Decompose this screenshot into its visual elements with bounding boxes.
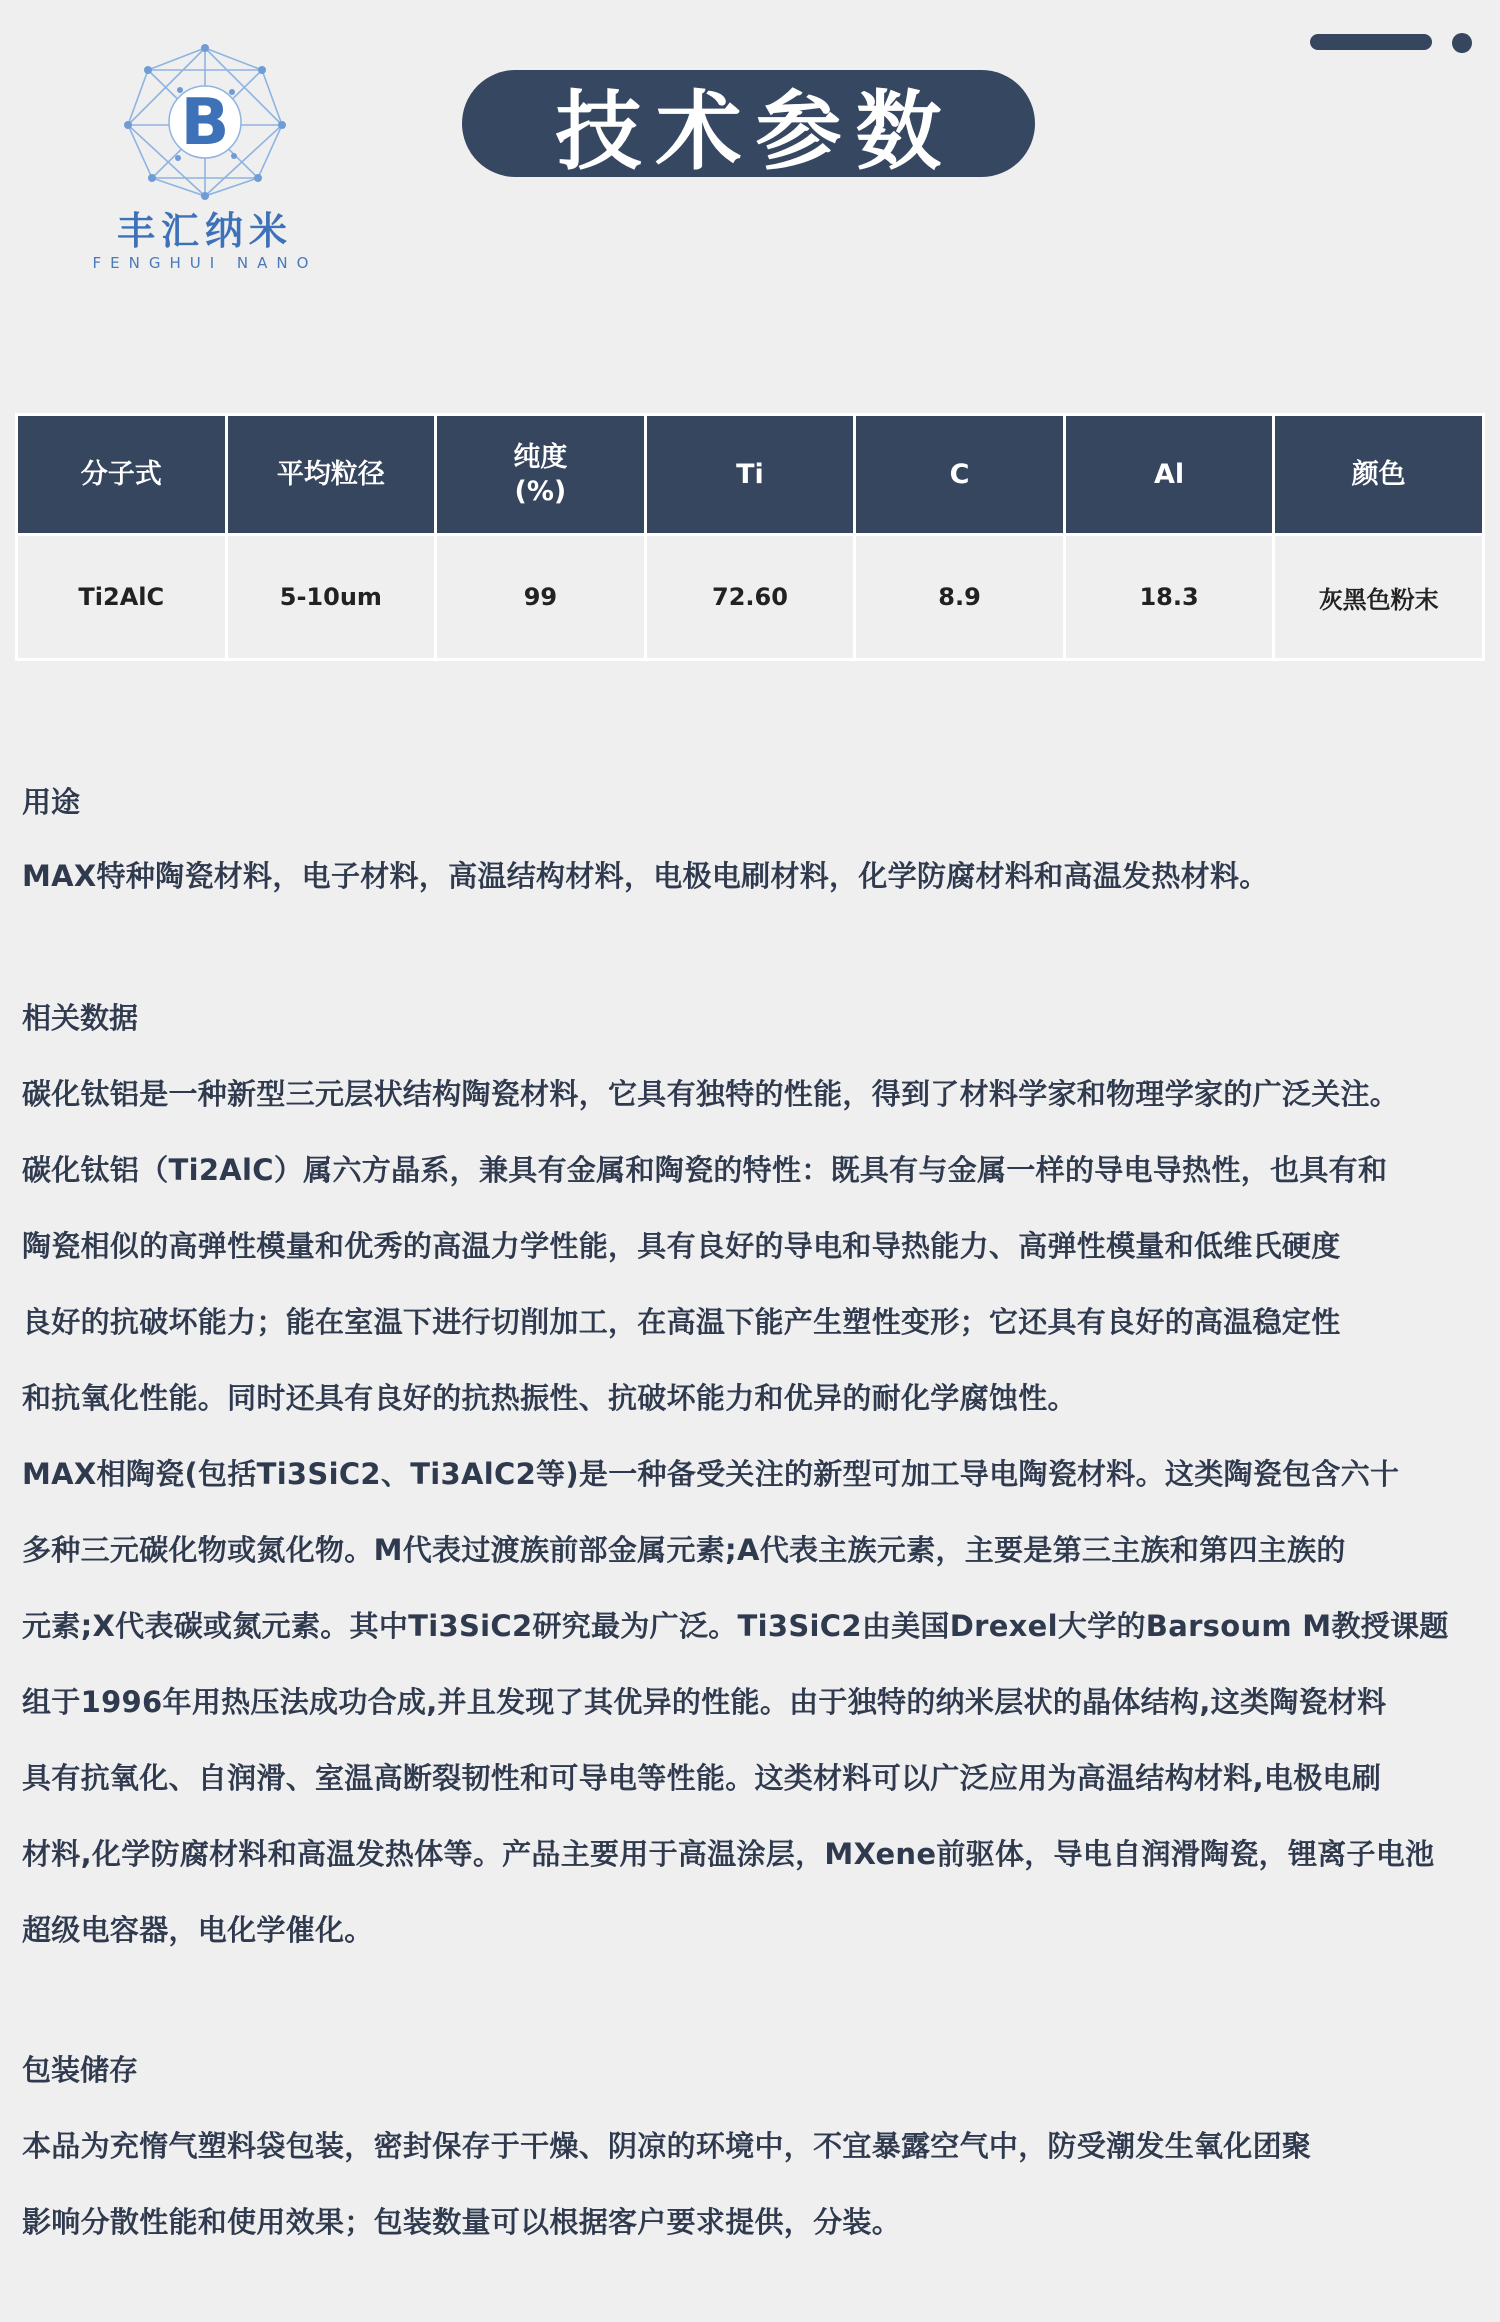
brand-subtitle: FENGHUI NANO [92, 254, 318, 272]
table-header-row [18, 416, 1482, 533]
spec-table [15, 413, 1485, 661]
decorative-bar [1310, 34, 1432, 50]
section-heading-usage: 用途 [22, 785, 81, 819]
related-data-line: 材料,化学防腐材料和高温发热体等。产品主要用于高温涂层，MXene前驱体，导电自润滑陶瓷，锂离子电池 [22, 1837, 1435, 1871]
related-data-line: 多种三元碳化物或氮化物。M代表过渡族前部金属元素;A代表主族元素，主要是第三主族和第四主族的 [22, 1533, 1346, 1567]
brand-name: 丰汇纳米 [116, 209, 293, 253]
page-title: 技术参数 [555, 81, 956, 182]
header-formula: 分子式 [18, 416, 225, 533]
related-data-line: 碳化钛铝是一种新型三元层状结构陶瓷材料，它具有独特的性能，得到了材料学家和物理学家的广泛关注。 [22, 1077, 1400, 1111]
header-purity: 纯度 (%) [437, 416, 644, 533]
cell-ti: 72.60 [647, 536, 854, 658]
logo-letter: B [180, 86, 230, 160]
related-data-line: 超级电容器，电化学催化。 [22, 1913, 374, 1947]
related-data-line: 良好的抗破坏能力；能在室温下进行切削加工，在高温下能产生塑性变形；它还具有良好的高温稳定性 [22, 1305, 1341, 1339]
header-color: 颜色 [1275, 416, 1482, 533]
brand-logo [90, 40, 320, 280]
page-title-banner [462, 70, 1035, 182]
cell-c: 8.9 [856, 536, 1063, 658]
related-data-line: 碳化钛铝（Ti2AlC）属六方晶系，兼具有金属和陶瓷的特性：既具有与金属一样的导电导热性，也具有和 [22, 1153, 1388, 1187]
cell-al: 18.3 [1066, 536, 1273, 658]
section-heading-related-data: 相关数据 [22, 1001, 139, 1035]
related-data-line: 组于1996年用热压法成功合成,并且发现了其优异的性能。由于独特的纳米层状的晶体结构,这类陶瓷材料 [22, 1685, 1387, 1719]
header-particle-size: 平均粒径 [228, 416, 435, 533]
cell-purity: 99 [437, 536, 644, 658]
section-heading-packaging: 包装储存 [22, 2053, 139, 2087]
packaging-line: 本品为充惰气塑料袋包装，密封保存于干燥、阴凉的环境中，不宜暴露空气中，防受潮发生氧化团聚 [22, 2129, 1312, 2163]
related-data-line: 元素;X代表碳或氮元素。其中Ti3SiC2研究最为广泛。Ti3SiC2由美国Drexel大学的Barsoum M教授课题 [22, 1609, 1449, 1643]
header-ti: Ti [647, 416, 854, 533]
related-data-line: MAX相陶瓷(包括Ti3SiC2、Ti3AlC2等)是一种备受关注的新型可加工导电陶瓷材料。这类陶瓷包含六十 [22, 1457, 1400, 1491]
network-coin-icon [120, 40, 290, 200]
cell-particle-size: 5-10um [228, 536, 435, 658]
decorative-dot [1452, 33, 1472, 53]
usage-line: MAX特种陶瓷材料，电子材料，高温结构材料，电极电刷材料，化学防腐材料和高温发热材料。 [22, 859, 1269, 893]
packaging-line: 影响分散性能和使用效果；包装数量可以根据客户要求提供，分装。 [22, 2205, 902, 2239]
table-row [18, 536, 1482, 658]
related-data-line: 陶瓷相似的高弹性模量和优秀的高温力学性能，具有良好的导电和导热能力、高弹性模量和低维氏硬度 [22, 1229, 1341, 1263]
cell-formula: Ti2AlC [18, 536, 225, 658]
related-data-line: 和抗氧化性能。同时还具有良好的抗热振性、抗破坏能力和优异的耐化学腐蚀性。 [22, 1381, 1077, 1415]
header-al: Al [1066, 416, 1273, 533]
header-c: C [856, 416, 1063, 533]
related-data-line: 具有抗氧化、自润滑、室温高断裂韧性和可导电等性能。这类材料可以广泛应用为高温结构材料,电极电刷 [22, 1761, 1382, 1795]
cell-color: 灰黑色粉末 [1275, 536, 1482, 658]
